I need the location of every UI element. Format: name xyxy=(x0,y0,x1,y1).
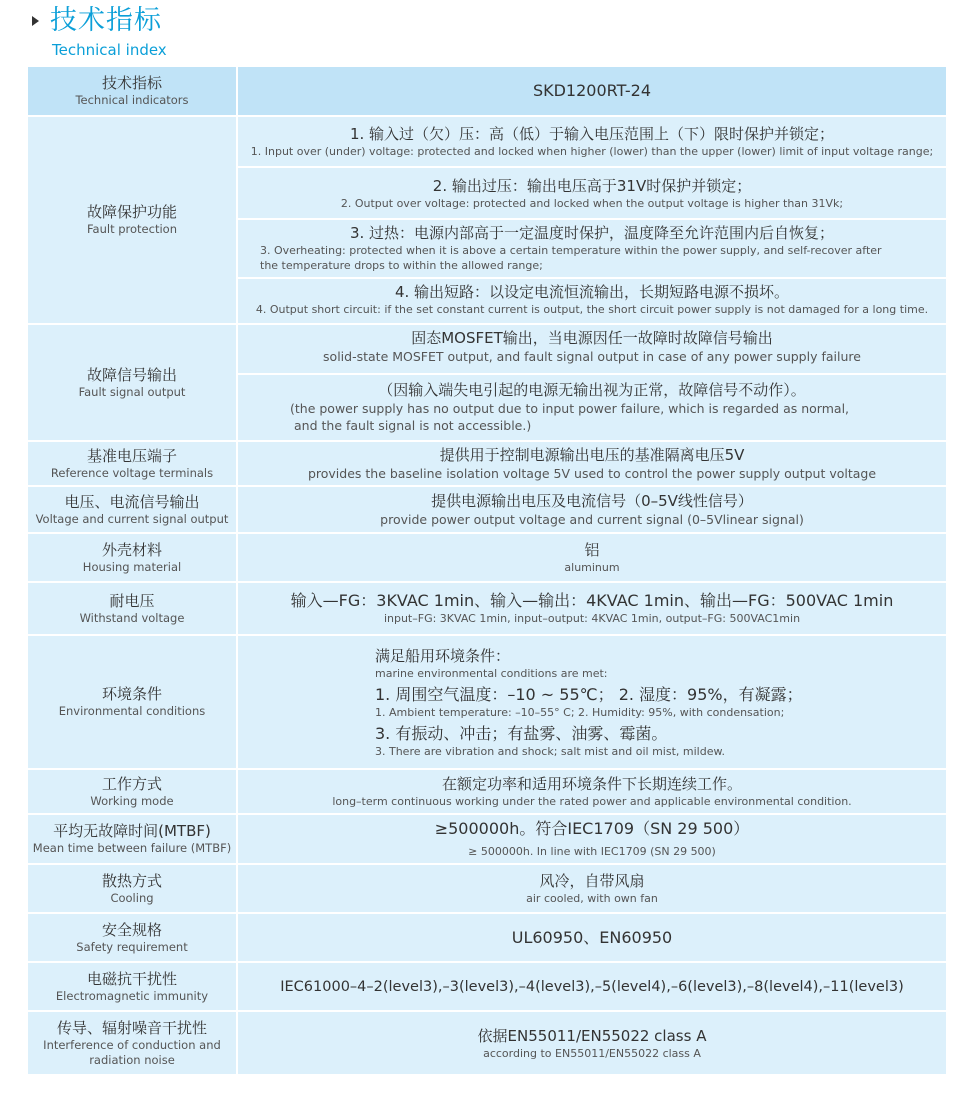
section-header xyxy=(0,0,960,62)
header-label-en: Technical indicators xyxy=(75,93,189,107)
signal-item-en: solid-state MOSFET output, and fault signal output in case of any power supply failure xyxy=(323,349,861,364)
model-name: SKD1200RT-24 xyxy=(532,81,652,100)
signal-item xyxy=(238,375,946,440)
row-label xyxy=(28,865,238,912)
row-value xyxy=(238,914,946,961)
row-value xyxy=(238,963,946,1010)
row-value-cn: 依据EN55011/EN55022 class A xyxy=(477,1026,707,1045)
table-row xyxy=(28,117,946,323)
row-label xyxy=(28,442,238,485)
signal-item-cn: （因输入端失电引起的电源无输出视为正常，故障信号不动作）。 xyxy=(378,381,806,399)
row-value-en: according to EN55011/EN55022 class A xyxy=(483,1046,701,1060)
row-label-en: Housing material xyxy=(82,559,182,574)
header-label-cn: 技术指标 xyxy=(101,74,162,92)
fault-item-en: 3. Overheating: protected when it is above a certain temperature within the power supply, and self-recover after xyxy=(260,244,882,257)
section-title-cn: 技术指标 xyxy=(50,5,162,36)
row-label-en: Voltage and current signal output xyxy=(35,511,229,526)
env-line-en: marine environmental conditions are met: xyxy=(375,666,608,680)
row-value-en: air cooled, with own fan xyxy=(526,892,658,905)
env-line-cn: 满足船用环境条件： xyxy=(375,646,511,665)
row-value xyxy=(238,636,946,768)
row-label-cn: 平均无故障时间(MTBF) xyxy=(53,822,211,840)
row-value xyxy=(238,117,946,323)
row-label-en: Electromagnetic immunity xyxy=(55,988,209,1003)
table-header-row xyxy=(28,67,946,115)
row-value xyxy=(238,1012,946,1074)
fault-item-en: the temperature drops to within the allowed range; xyxy=(260,259,543,272)
row-label-cn: 电压、电流信号输出 xyxy=(64,492,200,511)
table-row xyxy=(28,534,946,581)
row-value xyxy=(238,534,946,581)
section-title-en: Technical index xyxy=(52,41,167,59)
fault-item xyxy=(238,279,946,323)
signal-item xyxy=(238,325,946,375)
fault-item-en: 4. Output short circuit: if the set constant current is output, the short circuit power supply is not damaged for a long time. xyxy=(255,303,929,316)
row-value-cn: 提供用于控制电源输出电压的基准隔离电压5V xyxy=(439,446,745,464)
fault-item-cn: 4. 输出短路：以设定电流恒流输出，长期短路电源不损坏。 xyxy=(394,283,790,301)
header-label-cell xyxy=(28,67,238,115)
row-value xyxy=(238,442,946,485)
env-line-cn: 3. 有振动、冲击；有盐雾、油雾、霉菌。 xyxy=(375,723,668,743)
row-value-en: provide power output voltage and current signal (0–5Vlinear signal) xyxy=(380,512,804,527)
row-value xyxy=(238,865,946,912)
row-value-en: long–term continuous working under the rated power and applicable environmental condition. xyxy=(332,795,852,808)
table-row xyxy=(28,815,946,863)
fault-item-cn: 1. 输入过（欠）压：高（低）于输入电压范围上（下）限时保护并锁定； xyxy=(349,125,835,143)
table-row xyxy=(28,770,946,813)
row-label-en: Fault protection xyxy=(86,222,177,236)
table-row xyxy=(28,487,946,532)
fault-item-en: 1. Input over (under) voltage: protected and locked when higher (lower) than the upper (lower) limit of input voltage range; xyxy=(250,145,934,158)
triangle-bullet-icon xyxy=(32,16,39,26)
row-label xyxy=(28,914,238,961)
row-label-en: Interference of conduction and xyxy=(43,1037,221,1052)
row-label-cn: 电磁抗干扰性 xyxy=(86,969,177,988)
row-label xyxy=(28,487,238,532)
row-label xyxy=(28,963,238,1010)
row-label-cn: 工作方式 xyxy=(101,774,162,793)
row-value-en: provides the baseline isolation voltage 5V used to control the power supply output voltage xyxy=(307,466,877,481)
row-value-cn: IEC61000–4–2(level3),–3(level3),–4(level3),–5(level4),–6(level3),–8(level4),–11(level3) xyxy=(280,978,904,995)
row-label xyxy=(28,534,238,581)
row-value-en: aluminum xyxy=(564,561,620,574)
row-label-cn: 安全规格 xyxy=(101,920,162,939)
row-label-en: radiation noise xyxy=(89,1052,175,1067)
row-label-en: Fault signal output xyxy=(78,384,186,399)
row-value-en: ≥ 500000h. In line with IEC1709 (SN 29 500) xyxy=(468,845,716,858)
table-row xyxy=(28,325,946,440)
row-label-cn: 基准电压端子 xyxy=(86,446,177,465)
fault-item xyxy=(238,220,946,279)
fault-item xyxy=(238,168,946,220)
row-value xyxy=(238,770,946,813)
env-line-en: 3. There are vibration and shock; salt mist and oil mist, mildew. xyxy=(375,744,725,758)
signal-item-cn: 固态MOSFET输出，当电源因任一故障时故障信号输出 xyxy=(411,329,773,347)
row-value-cn: UL60950、EN60950 xyxy=(511,927,673,947)
row-label xyxy=(28,325,238,440)
row-label-cn: 环境条件 xyxy=(101,685,162,703)
fault-item-cn: 2. 输出过压：输出电压高于31V时保护并锁定； xyxy=(432,177,752,195)
row-value xyxy=(238,815,946,863)
row-label xyxy=(28,1012,238,1074)
row-label-en: Withstand voltage xyxy=(79,610,185,625)
row-label xyxy=(28,636,238,768)
spec-table xyxy=(28,65,946,1076)
row-value xyxy=(238,487,946,532)
row-label-cn: 外壳材料 xyxy=(101,540,162,559)
row-label-en: Mean time between failure (MTBF) xyxy=(32,841,232,855)
row-label-en: Safety requirement xyxy=(76,939,188,954)
row-value-cn: 输入—FG：3KVAC 1min、输入—输出：4KVAC 1min、输出—FG：500VAC 1min xyxy=(290,591,894,610)
table-row xyxy=(28,442,946,485)
row-label-cn: 传导、辐射噪音干扰性 xyxy=(56,1018,207,1037)
row-value-en: input–FG: 3KVAC 1min, input–output: 4KVAC 1min, output–FG: 500VAC1min xyxy=(383,612,801,625)
table-row xyxy=(28,914,946,961)
signal-item-en: (the power supply has no output due to input power failure, which is regarded as normal, xyxy=(290,401,850,416)
row-value-cn: 铝 xyxy=(584,541,600,559)
table-row xyxy=(28,1012,946,1074)
signal-item-en: and the fault signal is not accessible.) xyxy=(294,418,532,433)
row-label-cn: 故障信号输出 xyxy=(86,365,177,384)
row-label xyxy=(28,583,238,634)
row-label-en: Reference voltage terminals xyxy=(50,465,214,480)
table-row xyxy=(28,963,946,1010)
environment-block xyxy=(238,646,946,759)
fault-item xyxy=(238,117,946,168)
env-line-en: 1. Ambient temperature: –10–55° C; 2. Humidity: 95%, with condensation; xyxy=(375,705,785,719)
header-model-cell xyxy=(238,67,946,115)
table-row xyxy=(28,636,946,768)
row-label-cn: 故障保护功能 xyxy=(86,203,177,221)
row-label-cn: 耐电压 xyxy=(109,591,155,610)
fault-item-en: 2. Output over voltage: protected and locked when the output voltage is higher than 31Vk; xyxy=(340,197,844,210)
row-label-en: Working mode xyxy=(90,793,174,808)
row-label xyxy=(28,770,238,813)
row-value-cn: 在额定功率和适用环境条件下长期连续工作。 xyxy=(441,775,742,793)
row-label-en: Environmental conditions xyxy=(58,704,206,718)
row-value-cn: 风冷，自带风扇 xyxy=(539,872,645,890)
row-label xyxy=(28,815,238,863)
row-value-cn: ≥500000h。符合IEC1709（SN 29 500） xyxy=(434,819,750,838)
row-label-cn: 散热方式 xyxy=(101,871,162,890)
fault-item-cn: 3. 过热：电源内部高于一定温度时保护，温度降至允许范围内后自恢复； xyxy=(349,224,835,242)
row-value xyxy=(238,325,946,440)
row-label xyxy=(28,117,238,323)
row-label-en: Cooling xyxy=(110,890,154,905)
row-value xyxy=(238,583,946,634)
row-value-cn: 提供电源输出电压及电流信号（0–5V线性信号） xyxy=(431,492,753,510)
table-row xyxy=(28,583,946,634)
table-row xyxy=(28,865,946,912)
env-line-cn: 1. 周围空气温度：–10 ~ 55℃； 2. 湿度：95%，有凝露； xyxy=(375,684,803,704)
